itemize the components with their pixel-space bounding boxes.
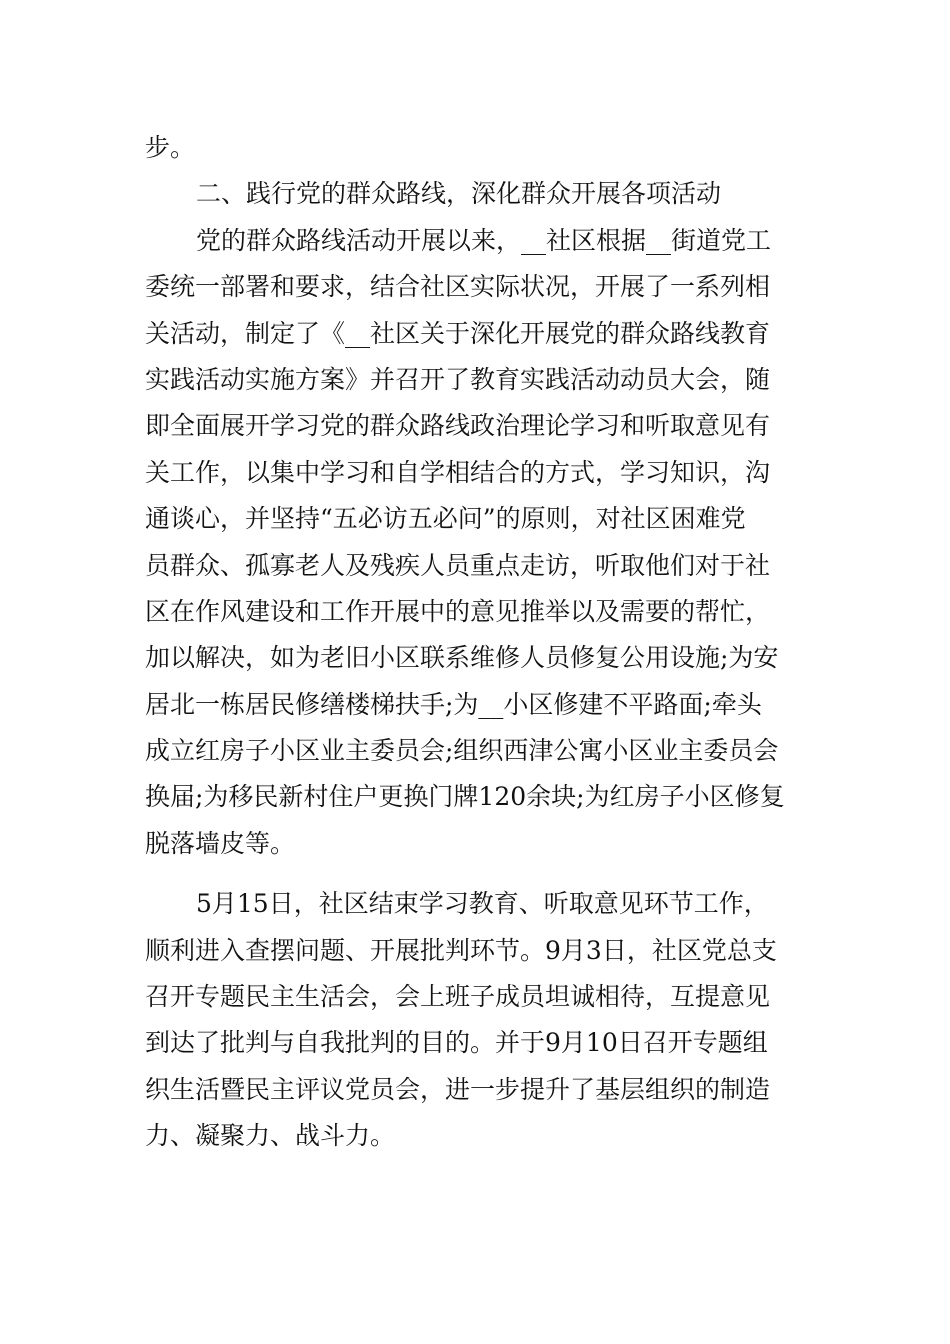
paragraph-line: 步。 [145,133,196,162]
paragraph-line: 关活动，制定了《__社区关于深化开展党的群众路线教育 [145,318,771,348]
paragraph-line: 召开专题民主生活会，会上班子成员坦诚相待，互提意见 [145,982,771,1012]
paragraph-line: 加以解决，如为老旧小区联系维修人员修复公用设施;为安 [145,643,779,673]
paragraph-line: 即全面展开学习党的群众路线政治理论学习和听取意见有 [145,411,771,441]
paragraph-line: 委统一部署和要求，结合社区实际状况，开展了一系列相 [145,272,771,302]
paragraph-line: 成立红房子小区业主委员会;组织西津公寓小区业主委员会 [145,736,779,766]
paragraph-line: 关工作，以集中学习和自学相结合的方式，学习知识，沟 [145,457,771,487]
section-heading: 二、践行党的群众路线，深化群众开展各项活动 [196,179,722,209]
paragraph-line: 区在作风建设和工作开展中的意见推举以及需要的帮忙， [145,596,771,626]
document-body [145,125,810,1160]
paragraph-gap [145,867,810,881]
paragraph-line: 居北一栋居民修缮楼梯扶手;为__小区修建不平路面;牵头 [145,689,762,719]
paragraph-line: 织生活暨民主评议党员会，进一步提升了基层组织的制造 [145,1074,771,1104]
paragraph-line: 到达了批判与自我批判的目的。并于9月10日召开专题组 [145,1028,768,1058]
paragraph-line: 力、凝聚力、战斗力。 [145,1121,396,1151]
paragraph-line: 5月15日，社区结束学习教育、听取意见环节工作， [196,889,769,919]
paragraph-line: 脱落墙皮等。 [145,828,296,858]
paragraph-line: 党的群众路线活动开展以来，__社区根据__街道党工 [196,225,772,255]
paragraph-line: 实践活动实施方案》并召开了教育实践活动动员大会，随 [145,364,771,394]
paragraph-line: 通谈心，并坚持“五必访五必问”的原则，对社区困难党 [145,504,746,534]
paragraph-line: 员群众、孤寡老人及残疾人员重点走访，听取他们对于社 [145,550,771,580]
paragraph-line: 换届;为移民新村住户更换门牌120余块;为红房子小区修复 [145,782,785,812]
paragraph-line: 顺利进入查摆问题、开展批判环节。9月3日，社区党总支 [145,935,777,965]
